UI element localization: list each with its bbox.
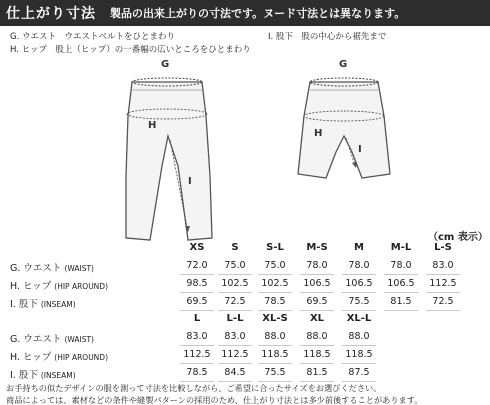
- value-cell: [298, 278, 336, 289]
- value-cell: [178, 296, 216, 307]
- row-label-en: (WAIST): [64, 264, 94, 273]
- row-label-en: (HIP AROUND): [54, 282, 108, 291]
- size-header: S: [231, 242, 239, 253]
- cell-text: 72.5: [432, 296, 454, 307]
- long-pants-illustration: [106, 56, 226, 246]
- value-cell: [382, 278, 420, 289]
- cell-text: 81.5: [390, 296, 412, 307]
- row-label-en: (INSEAM): [40, 371, 76, 380]
- value-cell: [298, 296, 336, 307]
- size-header: XS: [189, 242, 205, 253]
- cell-text: 78.5: [264, 296, 286, 307]
- size-header: M-L: [390, 242, 412, 253]
- value-cell: [382, 296, 420, 307]
- value-cell: [216, 367, 254, 378]
- table-row: [10, 345, 390, 363]
- row-label-jp: G. ウエスト: [10, 263, 62, 274]
- measurement-notes-right: [268, 31, 386, 44]
- cell-text: 78.0: [390, 260, 412, 271]
- value-cell: [256, 296, 294, 307]
- value-cell: [178, 278, 216, 289]
- note-hip: H. ヒップ 股上（ヒップ）の一番幅の広いところをひとまわり: [10, 45, 251, 55]
- cell-text: 106.5: [345, 278, 373, 289]
- label-g: G: [161, 59, 170, 70]
- cell-text: 112.5: [429, 278, 457, 289]
- value-cell: [178, 367, 216, 378]
- cell-text: 88.0: [306, 331, 328, 342]
- value-cell: [216, 278, 254, 289]
- cell-text: 78.0: [348, 260, 370, 271]
- value-cell: [340, 296, 378, 307]
- row-label: [10, 296, 76, 310]
- value-cell: [178, 331, 216, 342]
- row-label-en: (INSEAM): [40, 300, 76, 309]
- row-label-jp: I. 股下: [10, 299, 38, 310]
- row-label: [10, 278, 108, 292]
- value-cell: [340, 278, 378, 289]
- label-h: H: [148, 120, 157, 131]
- size-header: S-L: [266, 242, 284, 253]
- header-bar: [0, 0, 490, 26]
- row-label-jp: H. ヒップ: [10, 352, 52, 363]
- long-pants-drawing: [106, 56, 226, 246]
- value-cell: [178, 260, 216, 271]
- value-cell: [256, 278, 294, 289]
- value-cell: [216, 331, 254, 342]
- note-inseam: I. 股下 股の中心から裾先まで: [268, 32, 387, 42]
- value-cell: [424, 278, 462, 289]
- size-header: L-L: [226, 313, 244, 324]
- cell-text: 69.5: [186, 296, 208, 307]
- table-row: [10, 292, 488, 310]
- cell-text: 84.5: [224, 367, 246, 378]
- row-label: [10, 367, 76, 381]
- shorts-drawing: [290, 56, 400, 196]
- cell-text: 83.0: [224, 331, 246, 342]
- page-subtitle: 製品の出来上がりの寸法です。ヌード寸法とは異なります。: [110, 7, 406, 20]
- value-cell: [298, 260, 336, 271]
- value-cell: [256, 331, 294, 342]
- table-row: [10, 274, 488, 292]
- value-cell: [340, 331, 378, 342]
- measurement-notes-left: [10, 31, 251, 57]
- value-cell: [256, 260, 294, 271]
- size-header: M: [354, 242, 364, 253]
- cell-text: 72.5: [224, 296, 246, 307]
- value-cell: [424, 296, 462, 307]
- label-i: I: [188, 176, 192, 187]
- table-row: [10, 327, 390, 345]
- size-header: XL-S: [262, 313, 288, 324]
- size-header: XL: [309, 313, 325, 324]
- cell-text: 106.5: [387, 278, 415, 289]
- value-cell: [256, 367, 294, 378]
- cell-text: 87.5: [348, 367, 370, 378]
- cell-text: 112.5: [221, 349, 249, 360]
- cell-text: 118.5: [303, 349, 331, 360]
- cell-text: 118.5: [261, 349, 289, 360]
- value-cell: [178, 349, 216, 360]
- cell-text: 88.0: [264, 331, 286, 342]
- value-cell: [298, 367, 336, 378]
- unit-label: （cm 表示）: [428, 232, 488, 243]
- size-header: XL-L: [346, 313, 372, 324]
- table-row: [10, 363, 390, 381]
- cell-text: 98.5: [186, 278, 208, 289]
- cell-text: 78.5: [186, 367, 208, 378]
- value-cell: [382, 260, 420, 271]
- footer-notes: [6, 382, 422, 405]
- cell-text: 83.0: [186, 331, 208, 342]
- size-header: L: [193, 313, 201, 324]
- cell-text: 72.0: [186, 260, 208, 271]
- cell-text: 83.0: [432, 260, 454, 271]
- value-cell: [216, 260, 254, 271]
- value-cell: [298, 331, 336, 342]
- value-cell: [340, 349, 378, 360]
- value-cell: [424, 260, 462, 271]
- size-header: M-S: [306, 242, 328, 253]
- table-row: [10, 256, 488, 274]
- row-label-en: (HIP AROUND): [54, 353, 108, 362]
- value-cell: [256, 349, 294, 360]
- value-cell: [340, 260, 378, 271]
- cell-text: 78.0: [306, 260, 328, 271]
- row-label: [10, 260, 94, 274]
- row-label: [10, 331, 94, 345]
- cell-text: 75.0: [264, 260, 286, 271]
- row-label-en: (WAIST): [64, 335, 94, 344]
- footer-line-1: お手持ちの似たデザインの服を測って寸法を比較しながら、ご希望に合ったサイズをお選びください。: [6, 383, 382, 393]
- cell-text: 75.5: [264, 367, 286, 378]
- note-waist: G. ウエスト ウエストベルトをひとまわり: [10, 32, 175, 42]
- value-cell: [298, 349, 336, 360]
- cell-text: 118.5: [345, 349, 373, 360]
- cell-text: 112.5: [183, 349, 211, 360]
- cell-text: 88.0: [348, 331, 370, 342]
- label-g-shorts: G: [339, 59, 348, 70]
- cell-text: 69.5: [306, 296, 328, 307]
- shorts-illustration: [290, 56, 400, 196]
- value-cell: [216, 296, 254, 307]
- size-header: L-S: [434, 242, 452, 253]
- cell-text: 75.5: [348, 296, 370, 307]
- row-label-jp: G. ウエスト: [10, 334, 62, 345]
- row-label-jp: I. 股下: [10, 370, 38, 381]
- value-cell: [216, 349, 254, 360]
- label-i-shorts: I: [358, 144, 362, 155]
- row-label: [10, 349, 108, 363]
- cell-text: 102.5: [261, 278, 289, 289]
- row-label-jp: H. ヒップ: [10, 281, 52, 292]
- value-cell: [340, 367, 378, 378]
- cell-text: 81.5: [306, 367, 328, 378]
- cell-text: 75.0: [224, 260, 246, 271]
- label-h-shorts: H: [314, 128, 323, 139]
- cell-text: 106.5: [303, 278, 331, 289]
- footer-line-2: 商品によっては、素材などの条件や縫製パターンの採用のため、仕上がり寸法とは多少前後することがあります。: [6, 395, 423, 405]
- page-title: 仕上がり寸法: [6, 6, 96, 22]
- cell-text: 102.5: [221, 278, 249, 289]
